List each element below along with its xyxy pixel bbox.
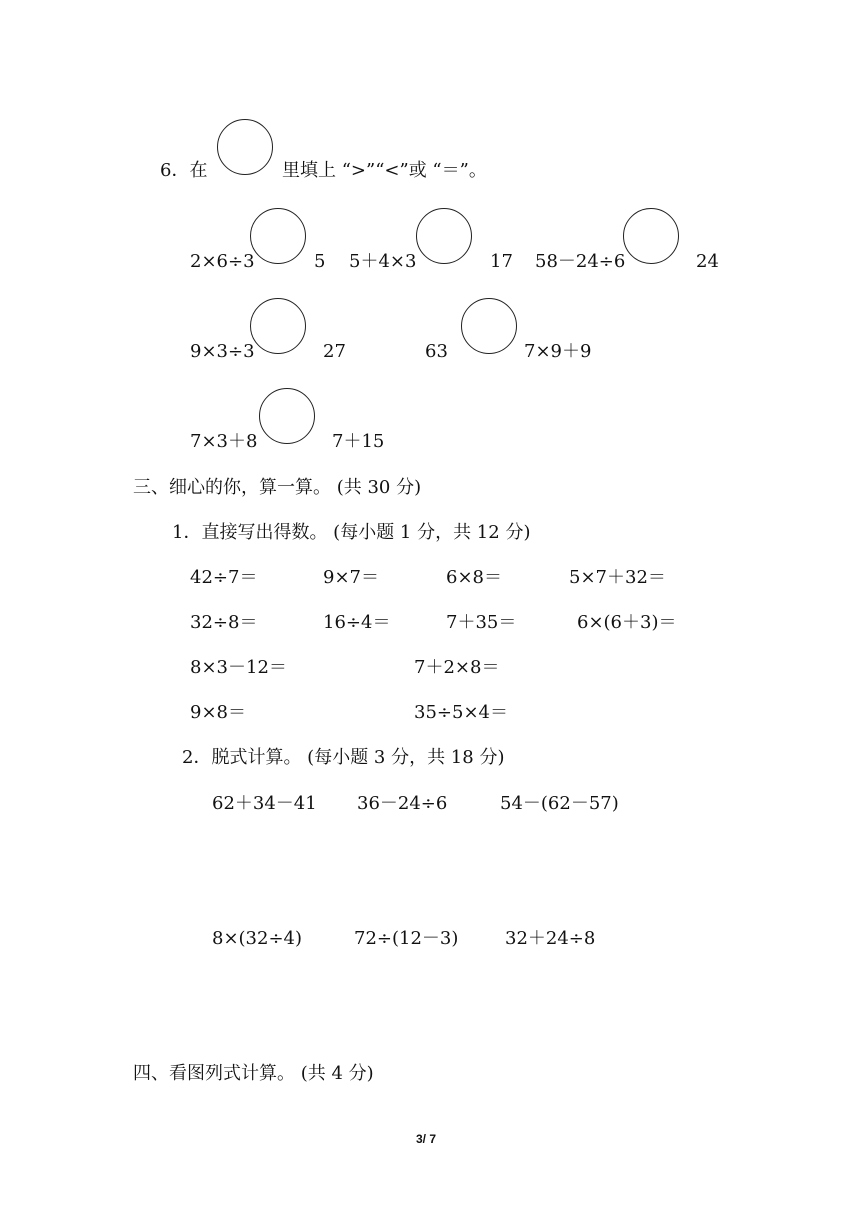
answer-circle[interactable] — [416, 208, 472, 264]
stepwise-calc-item: 72÷(12－3) — [354, 928, 459, 949]
section3-title: 三、细心的你，算一算。 (共 30 分) — [133, 477, 422, 498]
stepwise-calc-item: 54－(62－57) — [500, 793, 619, 814]
answer-circle-example — [217, 119, 273, 175]
q6-r2-expr-2: 63 — [425, 341, 448, 362]
answer-circle[interactable] — [623, 208, 679, 264]
q6-instruction: 里填上 “>”“<”或 “＝”。 — [282, 160, 487, 181]
oral-calc-item: 7＋2×8＝ — [414, 657, 500, 678]
q6-r1-expr-2: 5＋4×3 — [349, 251, 417, 272]
oral-calc-item: 9×7＝ — [323, 567, 379, 588]
answer-circle[interactable] — [259, 388, 315, 444]
oral-calc-item: 6×8＝ — [446, 567, 502, 588]
stepwise-calc-item: 32＋24÷8 — [505, 928, 596, 949]
oral-calc-item: 35÷5×4＝ — [414, 702, 508, 723]
q6-r1-value-2: 17 — [490, 251, 513, 272]
answer-circle[interactable] — [461, 298, 517, 354]
q6-r2-value-1: 27 — [323, 341, 346, 362]
q6-r1-value-1: 5 — [314, 251, 326, 272]
stepwise-calc-item: 36－24÷6 — [357, 793, 448, 814]
oral-calc-item: 7＋35＝ — [446, 612, 517, 633]
section4-title: 四、看图列式计算。 (共 4 分) — [133, 1063, 374, 1084]
part2-title: 2．脱式计算。 (每小题 3 分，共 18 分) — [182, 747, 505, 768]
stepwise-calc-item: 8×(32÷4) — [212, 928, 303, 949]
q6-r2-value-2: 7×9＋9 — [524, 341, 592, 362]
stepwise-calc-item: 62＋34－41 — [212, 793, 317, 814]
oral-calc-item: 8×3－12＝ — [190, 657, 287, 678]
oral-calc-item: 32÷8＝ — [190, 612, 258, 633]
page-number: 3/ 7 — [416, 1132, 437, 1146]
q6-r1-expr-1: 2×6÷3 — [190, 251, 255, 272]
oral-calc-item: 6×(6＋3)＝ — [577, 612, 677, 633]
part1-title: 1．直接写出得数。 (每小题 1 分，共 12 分) — [172, 522, 531, 543]
q6-r3-expr-1: 7×3＋8 — [190, 431, 258, 452]
answer-circle[interactable] — [250, 298, 306, 354]
q6-r1-value-3: 24 — [696, 251, 719, 272]
q6-r3-value-1: 7＋15 — [332, 431, 385, 452]
oral-calc-item: 42÷7＝ — [190, 567, 258, 588]
answer-circle[interactable] — [250, 208, 306, 264]
q6-number: 6．在 — [160, 160, 208, 181]
oral-calc-item: 5×7＋32＝ — [569, 567, 666, 588]
oral-calc-item: 16÷4＝ — [323, 612, 391, 633]
oral-calc-item: 9×8＝ — [190, 702, 246, 723]
q6-r1-expr-3: 58－24÷6 — [535, 251, 626, 272]
q6-r2-expr-1: 9×3÷3 — [190, 341, 255, 362]
